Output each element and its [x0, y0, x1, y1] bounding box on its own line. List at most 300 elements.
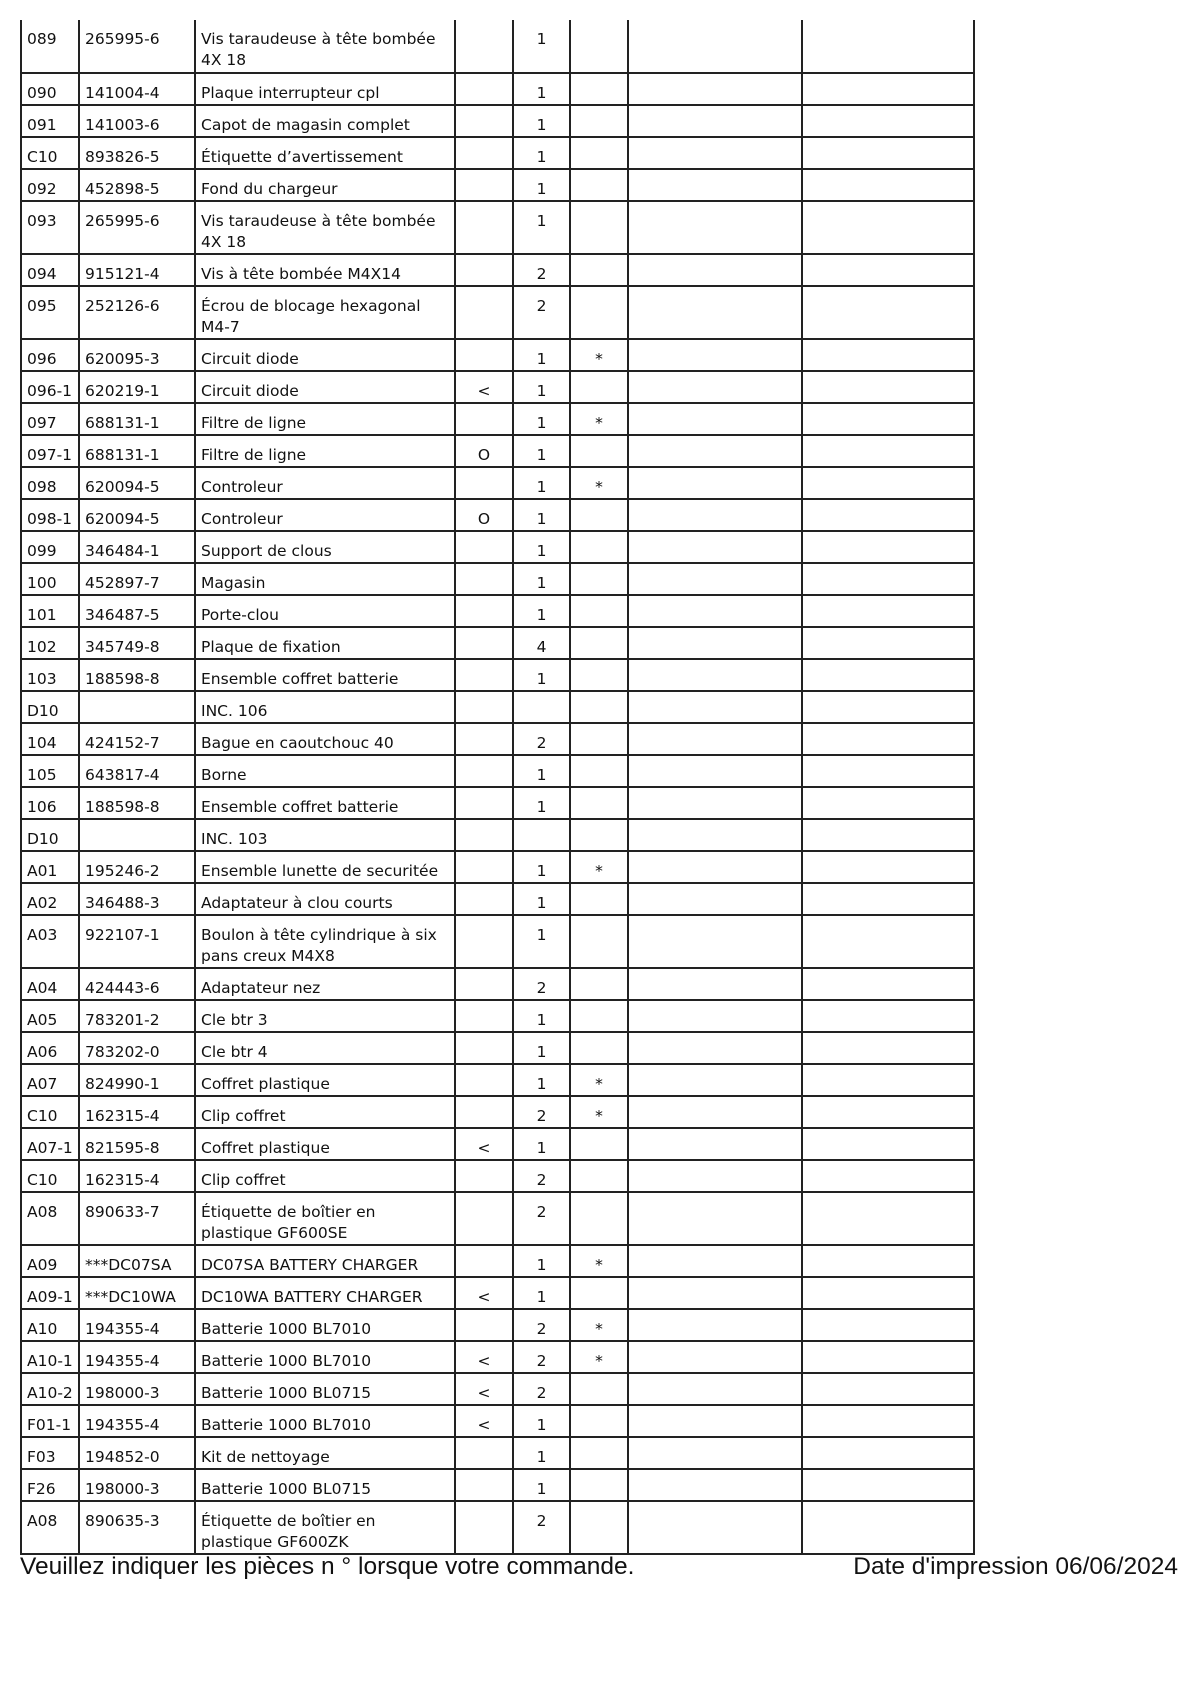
blank-cell: [628, 1341, 802, 1373]
quantity-cell: 1: [513, 201, 570, 254]
quantity-cell: 2: [513, 1341, 570, 1373]
part-number-cell: 265995-6: [79, 20, 195, 73]
item-number-cell: F26: [21, 1469, 79, 1501]
substitute-cell: <: [455, 1277, 513, 1309]
table-row: [21, 915, 974, 968]
parts-table: [20, 20, 975, 1555]
quantity-cell: 1: [513, 105, 570, 137]
part-number-cell: 893826-5: [79, 137, 195, 169]
blank-cell: [802, 435, 974, 467]
item-number-cell: D10: [21, 819, 79, 851]
substitute-cell: [455, 254, 513, 286]
item-number-cell: 091: [21, 105, 79, 137]
blank-cell: [802, 659, 974, 691]
item-number-cell: 093: [21, 201, 79, 254]
description-cell: Circuit diode: [195, 371, 455, 403]
quantity-cell: 1: [513, 755, 570, 787]
quantity-cell: 1: [513, 73, 570, 105]
part-number-cell: 188598-8: [79, 787, 195, 819]
item-number-cell: A04: [21, 968, 79, 1000]
substitute-cell: [455, 1064, 513, 1096]
table-row: [21, 755, 974, 787]
substitute-cell: [455, 1469, 513, 1501]
item-number-cell: 098: [21, 467, 79, 499]
part-number-cell: ***DC10WA: [79, 1277, 195, 1309]
quantity-cell: 1: [513, 467, 570, 499]
blank-cell: [802, 1192, 974, 1245]
blank-cell: [628, 1160, 802, 1192]
quantity-cell: 2: [513, 1373, 570, 1405]
note-cell: [570, 1192, 628, 1245]
quantity-cell: 1: [513, 137, 570, 169]
note-cell: [570, 73, 628, 105]
part-number-cell: 188598-8: [79, 659, 195, 691]
description-cell: Fond du chargeur: [195, 169, 455, 201]
item-number-cell: A06: [21, 1032, 79, 1064]
description-cell: Kit de nettoyage: [195, 1437, 455, 1469]
item-number-cell: A09-1: [21, 1277, 79, 1309]
blank-cell: [802, 1000, 974, 1032]
blank-cell: [628, 1405, 802, 1437]
item-number-cell: 097-1: [21, 435, 79, 467]
item-number-cell: C10: [21, 1160, 79, 1192]
substitute-cell: [455, 691, 513, 723]
table-row: [21, 1096, 974, 1128]
note-cell: *: [570, 1245, 628, 1277]
description-cell: Controleur: [195, 467, 455, 499]
substitute-cell: [455, 1501, 513, 1554]
part-number-cell: ***DC07SA: [79, 1245, 195, 1277]
table-row: [21, 1160, 974, 1192]
note-cell: [570, 883, 628, 915]
quantity-cell: 1: [513, 1277, 570, 1309]
part-number-cell: 620219-1: [79, 371, 195, 403]
substitute-cell: [455, 73, 513, 105]
quantity-cell: 2: [513, 968, 570, 1000]
part-number-cell: 141003-6: [79, 105, 195, 137]
substitute-cell: [455, 851, 513, 883]
item-number-cell: C10: [21, 1096, 79, 1128]
blank-cell: [802, 254, 974, 286]
note-cell: [570, 968, 628, 1000]
substitute-cell: [455, 339, 513, 371]
blank-cell: [628, 563, 802, 595]
blank-cell: [628, 467, 802, 499]
part-number-cell: 783202-0: [79, 1032, 195, 1064]
blank-cell: [628, 1373, 802, 1405]
item-number-cell: 101: [21, 595, 79, 627]
substitute-cell: [455, 755, 513, 787]
note-cell: *: [570, 851, 628, 883]
substitute-cell: [455, 659, 513, 691]
blank-cell: [802, 1277, 974, 1309]
blank-cell: [802, 339, 974, 371]
description-cell: Coffret plastique: [195, 1128, 455, 1160]
blank-cell: [628, 915, 802, 968]
table-row: [21, 169, 974, 201]
blank-cell: [628, 968, 802, 1000]
description-cell: Cle btr 4: [195, 1032, 455, 1064]
description-cell: Batterie 1000 BL7010: [195, 1341, 455, 1373]
description-cell: Étiquette de boîtier en plastique GF600SE: [195, 1192, 455, 1245]
part-number-cell: 424443-6: [79, 968, 195, 1000]
blank-cell: [628, 1000, 802, 1032]
quantity-cell: 2: [513, 254, 570, 286]
substitute-cell: [455, 883, 513, 915]
part-number-cell: 890635-3: [79, 1501, 195, 1554]
blank-cell: [628, 531, 802, 563]
substitute-cell: [455, 1032, 513, 1064]
note-cell: [570, 254, 628, 286]
quantity-cell: 1: [513, 435, 570, 467]
note-cell: [570, 659, 628, 691]
table-row: [21, 371, 974, 403]
blank-cell: [628, 20, 802, 73]
blank-cell: [628, 1277, 802, 1309]
item-number-cell: A10-2: [21, 1373, 79, 1405]
description-cell: INC. 103: [195, 819, 455, 851]
blank-cell: [802, 1437, 974, 1469]
item-number-cell: A10-1: [21, 1341, 79, 1373]
note-cell: [570, 169, 628, 201]
description-cell: Cle btr 3: [195, 1000, 455, 1032]
blank-cell: [628, 1469, 802, 1501]
substitute-cell: [455, 595, 513, 627]
table-row: [21, 787, 974, 819]
blank-cell: [628, 1032, 802, 1064]
quantity-cell: 1: [513, 1469, 570, 1501]
blank-cell: [802, 403, 974, 435]
description-cell: Magasin: [195, 563, 455, 595]
description-cell: Plaque de fixation: [195, 627, 455, 659]
description-cell: Écrou de blocage hexagonal M4-7: [195, 286, 455, 339]
description-cell: DC10WA BATTERY CHARGER: [195, 1277, 455, 1309]
substitute-cell: [455, 137, 513, 169]
table-row: [21, 1192, 974, 1245]
part-number-cell: 252126-6: [79, 286, 195, 339]
quantity-cell: 1: [513, 787, 570, 819]
item-number-cell: 098-1: [21, 499, 79, 531]
item-number-cell: 096-1: [21, 371, 79, 403]
quantity-cell: 1: [513, 1000, 570, 1032]
blank-cell: [628, 787, 802, 819]
substitute-cell: [455, 1245, 513, 1277]
quantity-cell: 2: [513, 1096, 570, 1128]
blank-cell: [628, 851, 802, 883]
table-row: [21, 137, 974, 169]
blank-cell: [802, 1128, 974, 1160]
part-number-cell: 688131-1: [79, 403, 195, 435]
blank-cell: [802, 691, 974, 723]
table-row: [21, 1405, 974, 1437]
substitute-cell: [455, 787, 513, 819]
table-row: [21, 499, 974, 531]
note-cell: [570, 595, 628, 627]
description-cell: Support de clous: [195, 531, 455, 563]
quantity-cell: 2: [513, 1160, 570, 1192]
quantity-cell: 1: [513, 1128, 570, 1160]
blank-cell: [628, 1096, 802, 1128]
part-number-cell: 922107-1: [79, 915, 195, 968]
blank-cell: [628, 286, 802, 339]
description-cell: Filtre de ligne: [195, 403, 455, 435]
substitute-cell: <: [455, 1405, 513, 1437]
note-cell: *: [570, 1341, 628, 1373]
blank-cell: [802, 105, 974, 137]
blank-cell: [628, 723, 802, 755]
table-row: [21, 1277, 974, 1309]
table-row: [21, 254, 974, 286]
table-row: [21, 1000, 974, 1032]
part-number-cell: 198000-3: [79, 1469, 195, 1501]
blank-cell: [802, 755, 974, 787]
blank-cell: [802, 1501, 974, 1554]
blank-cell: [628, 1128, 802, 1160]
item-number-cell: A03: [21, 915, 79, 968]
substitute-cell: [455, 1309, 513, 1341]
part-number-cell: 890633-7: [79, 1192, 195, 1245]
part-number-cell: 452898-5: [79, 169, 195, 201]
part-number-cell: 688131-1: [79, 435, 195, 467]
blank-cell: [628, 1309, 802, 1341]
description-cell: Batterie 1000 BL7010: [195, 1309, 455, 1341]
note-cell: [570, 723, 628, 755]
note-cell: [570, 915, 628, 968]
note-cell: [570, 1437, 628, 1469]
blank-cell: [628, 403, 802, 435]
table-row: [21, 201, 974, 254]
table-row: [21, 851, 974, 883]
table-row: [21, 1032, 974, 1064]
note-cell: [570, 1469, 628, 1501]
quantity-cell: 1: [513, 499, 570, 531]
part-number-cell: [79, 819, 195, 851]
description-cell: Clip coffret: [195, 1160, 455, 1192]
note-cell: *: [570, 1096, 628, 1128]
table-row: [21, 73, 974, 105]
note-cell: [570, 137, 628, 169]
blank-cell: [802, 851, 974, 883]
note-cell: [570, 1277, 628, 1309]
blank-cell: [802, 787, 974, 819]
part-number-cell: 620094-5: [79, 467, 195, 499]
substitute-cell: [455, 1000, 513, 1032]
item-number-cell: A10: [21, 1309, 79, 1341]
substitute-cell: [455, 20, 513, 73]
part-number-cell: 198000-3: [79, 1373, 195, 1405]
item-number-cell: A08: [21, 1192, 79, 1245]
quantity-cell: 2: [513, 286, 570, 339]
item-number-cell: A08: [21, 1501, 79, 1554]
part-number-cell: 821595-8: [79, 1128, 195, 1160]
part-number-cell: [79, 691, 195, 723]
quantity-cell: [513, 691, 570, 723]
blank-cell: [802, 968, 974, 1000]
table-row: [21, 435, 974, 467]
part-number-cell: 194355-4: [79, 1405, 195, 1437]
table-row: [21, 627, 974, 659]
table-row: [21, 1437, 974, 1469]
quantity-cell: 1: [513, 659, 570, 691]
description-cell: DC07SA BATTERY CHARGER: [195, 1245, 455, 1277]
blank-cell: [802, 1469, 974, 1501]
substitute-cell: [455, 1096, 513, 1128]
part-number-cell: 346487-5: [79, 595, 195, 627]
blank-cell: [628, 254, 802, 286]
item-number-cell: 099: [21, 531, 79, 563]
blank-cell: [628, 169, 802, 201]
description-cell: Capot de magasin complet: [195, 105, 455, 137]
item-number-cell: 096: [21, 339, 79, 371]
description-cell: Coffret plastique: [195, 1064, 455, 1096]
quantity-cell: 2: [513, 1501, 570, 1554]
part-number-cell: 620094-5: [79, 499, 195, 531]
part-number-cell: 346484-1: [79, 531, 195, 563]
note-cell: [570, 819, 628, 851]
table-row: [21, 1128, 974, 1160]
item-number-cell: A02: [21, 883, 79, 915]
table-row: [21, 105, 974, 137]
part-number-cell: 643817-4: [79, 755, 195, 787]
description-cell: Porte-clou: [195, 595, 455, 627]
blank-cell: [802, 1309, 974, 1341]
quantity-cell: 1: [513, 915, 570, 968]
substitute-cell: [455, 968, 513, 1000]
substitute-cell: O: [455, 499, 513, 531]
table-row: [21, 467, 974, 499]
substitute-cell: <: [455, 1373, 513, 1405]
substitute-cell: [455, 1192, 513, 1245]
blank-cell: [628, 105, 802, 137]
item-number-cell: 105: [21, 755, 79, 787]
quantity-cell: 1: [513, 595, 570, 627]
substitute-cell: O: [455, 435, 513, 467]
item-number-cell: A01: [21, 851, 79, 883]
blank-cell: [628, 659, 802, 691]
quantity-cell: 1: [513, 1405, 570, 1437]
description-cell: Controleur: [195, 499, 455, 531]
blank-cell: [802, 1373, 974, 1405]
substitute-cell: [455, 1160, 513, 1192]
quantity-cell: 1: [513, 1437, 570, 1469]
blank-cell: [628, 1064, 802, 1096]
substitute-cell: [455, 467, 513, 499]
item-number-cell: 102: [21, 627, 79, 659]
substitute-cell: <: [455, 1341, 513, 1373]
substitute-cell: [455, 403, 513, 435]
table-row: [21, 20, 974, 73]
quantity-cell: 1: [513, 339, 570, 371]
item-number-cell: 090: [21, 73, 79, 105]
note-cell: [570, 531, 628, 563]
item-number-cell: 104: [21, 723, 79, 755]
part-number-cell: 915121-4: [79, 254, 195, 286]
blank-cell: [802, 531, 974, 563]
item-number-cell: 103: [21, 659, 79, 691]
table-row: [21, 1064, 974, 1096]
description-cell: Vis taraudeuse à tête bombée 4X 18: [195, 20, 455, 73]
blank-cell: [802, 20, 974, 73]
note-cell: *: [570, 403, 628, 435]
table-row: [21, 595, 974, 627]
part-number-cell: 452897-7: [79, 563, 195, 595]
blank-cell: [802, 371, 974, 403]
table-row: [21, 819, 974, 851]
item-number-cell: A09: [21, 1245, 79, 1277]
blank-cell: [802, 563, 974, 595]
description-cell: Batterie 1000 BL0715: [195, 1373, 455, 1405]
substitute-cell: <: [455, 371, 513, 403]
blank-cell: [628, 339, 802, 371]
blank-cell: [802, 137, 974, 169]
quantity-cell: 2: [513, 1309, 570, 1341]
part-number-cell: 194355-4: [79, 1341, 195, 1373]
blank-cell: [628, 73, 802, 105]
blank-cell: [802, 1064, 974, 1096]
part-number-cell: 424152-7: [79, 723, 195, 755]
part-number-cell: 162315-4: [79, 1160, 195, 1192]
table-row: [21, 723, 974, 755]
note-cell: [570, 787, 628, 819]
table-row: [21, 968, 974, 1000]
description-cell: Batterie 1000 BL0715: [195, 1469, 455, 1501]
part-number-cell: 194852-0: [79, 1437, 195, 1469]
table-row: [21, 1501, 974, 1554]
substitute-cell: [455, 169, 513, 201]
description-cell: INC. 106: [195, 691, 455, 723]
quantity-cell: 1: [513, 563, 570, 595]
part-number-cell: 194355-4: [79, 1309, 195, 1341]
description-cell: Ensemble coffret batterie: [195, 787, 455, 819]
blank-cell: [802, 169, 974, 201]
blank-cell: [628, 755, 802, 787]
blank-cell: [628, 1192, 802, 1245]
blank-cell: [628, 627, 802, 659]
note-cell: [570, 1501, 628, 1554]
note-cell: *: [570, 1064, 628, 1096]
quantity-cell: 1: [513, 531, 570, 563]
description-cell: Circuit diode: [195, 339, 455, 371]
blank-cell: [628, 1245, 802, 1277]
table-row: [21, 1341, 974, 1373]
blank-cell: [802, 467, 974, 499]
blank-cell: [802, 1096, 974, 1128]
substitute-cell: [455, 201, 513, 254]
item-number-cell: C10: [21, 137, 79, 169]
description-cell: Boulon à tête cylindrique à six pans creux M4X8: [195, 915, 455, 968]
blank-cell: [802, 1405, 974, 1437]
item-number-cell: 089: [21, 20, 79, 73]
item-number-cell: 094: [21, 254, 79, 286]
description-cell: Vis à tête bombée M4X14: [195, 254, 455, 286]
table-row: [21, 1469, 974, 1501]
blank-cell: [628, 595, 802, 627]
footer-print-date: Date d'impression 06/06/2024: [853, 1553, 1178, 1580]
description-cell: Ensemble lunette de securitée: [195, 851, 455, 883]
table-row: [21, 1245, 974, 1277]
blank-cell: [802, 201, 974, 254]
item-number-cell: 092: [21, 169, 79, 201]
note-cell: [570, 1128, 628, 1160]
blank-cell: [628, 691, 802, 723]
description-cell: Étiquette de boîtier en plastique GF600ZK: [195, 1501, 455, 1554]
note-cell: *: [570, 1309, 628, 1341]
description-cell: Étiquette d’avertissement: [195, 137, 455, 169]
blank-cell: [802, 1341, 974, 1373]
blank-cell: [802, 595, 974, 627]
quantity-cell: 4: [513, 627, 570, 659]
quantity-cell: 1: [513, 1245, 570, 1277]
